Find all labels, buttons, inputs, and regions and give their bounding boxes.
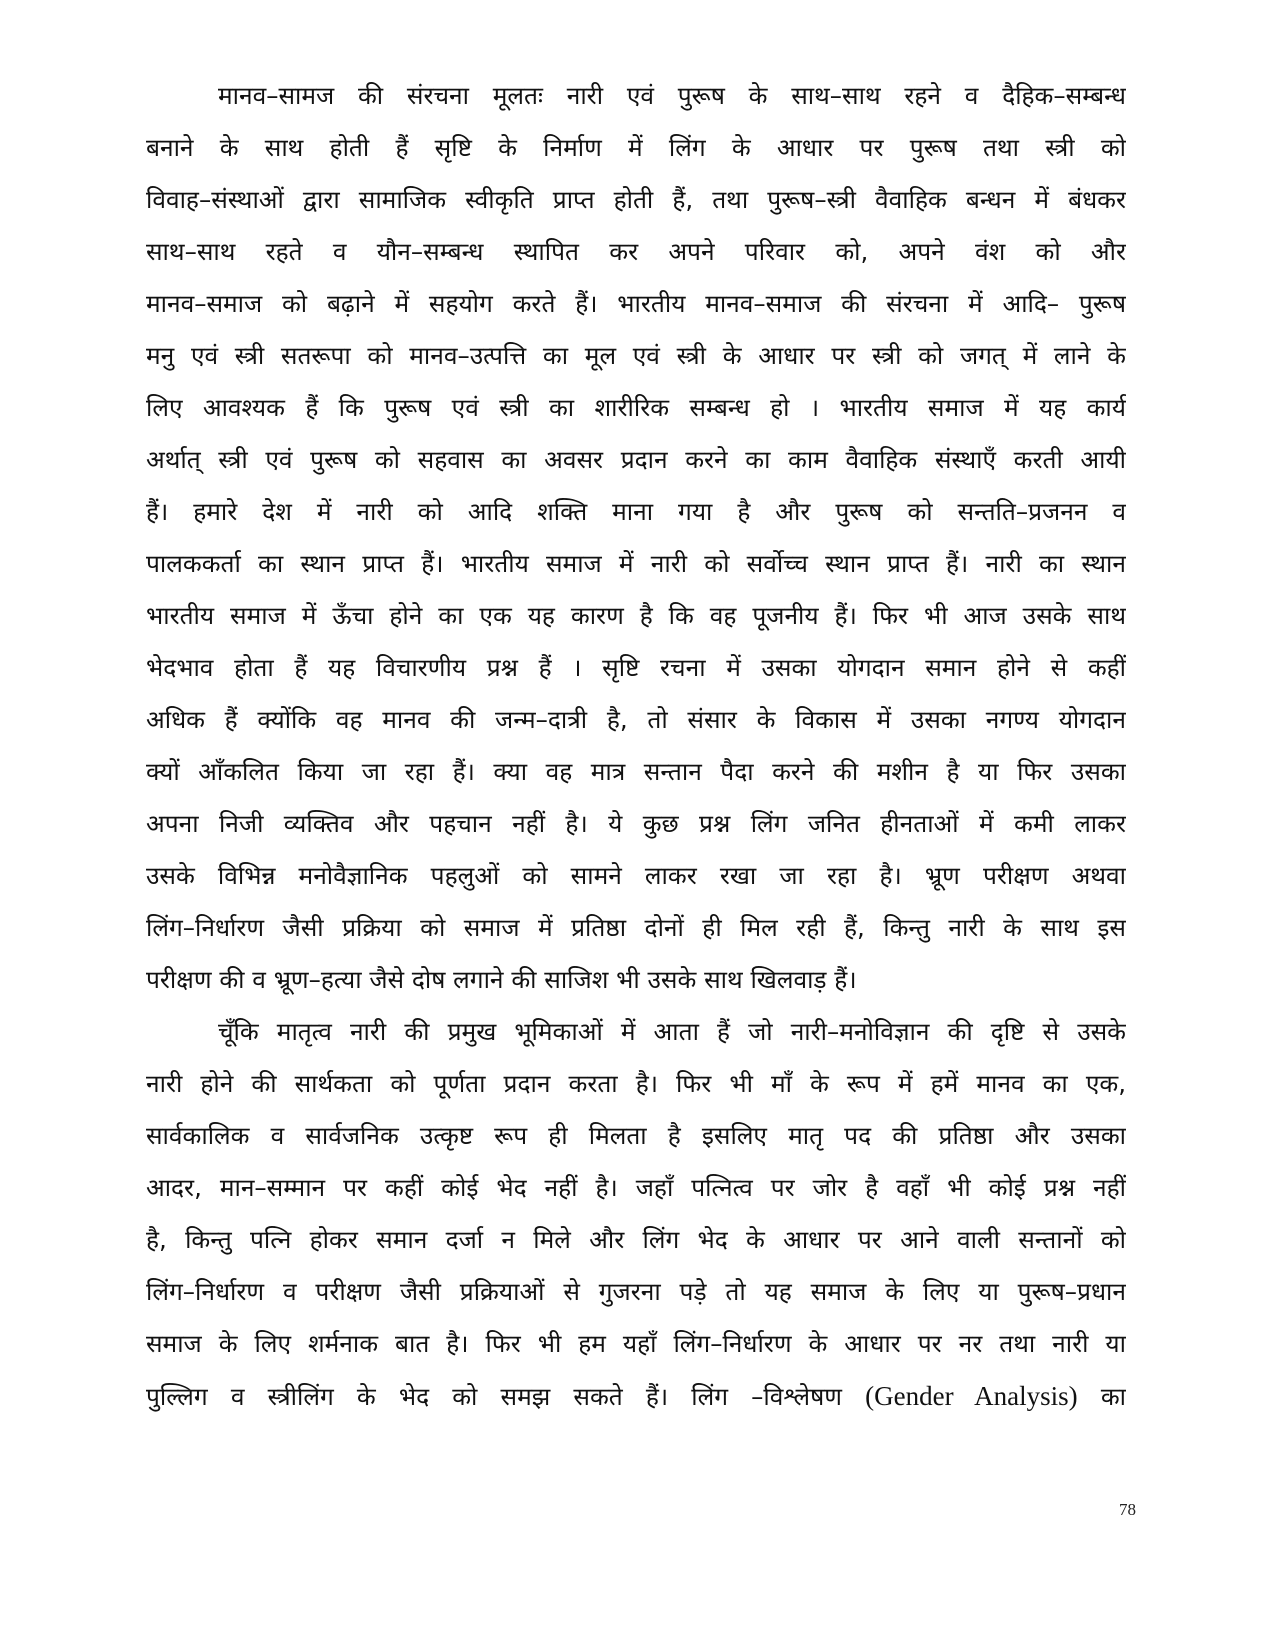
text-line: साथ–साथ रहते व यौन–सम्बन्ध स्थापित कर अपने परिवार को, अपने वंश को और [146, 237, 1126, 266]
text-line: लिंग–निर्धारण व परीक्षण जैसी प्रक्रियाओं से गुजरना पड़े तो यह समाज के लिए या पुरूष–प्रधान [146, 1277, 1126, 1306]
text-line: चूँकि मातृत्व नारी की प्रमुख भूमिकाओं में आता हैं जो नारी–मनोविज्ञान की दृष्टि से उसके [218, 1017, 1126, 1046]
text-segment: का [1100, 1382, 1126, 1411]
page-number: 78 [1119, 1500, 1136, 1519]
text-line: विवाह–संस्थाओं द्वारा सामाजिक स्वीकृति प्राप्त होती हैं, तथा पुरूष–स्त्री वैवाहिक बन्धन में बंधकर [146, 185, 1126, 214]
text-line: अर्थात् स्त्री एवं पुरूष को सहवास का अवसर प्रदान करने का काम वैवाहिक संस्थाएँ करती आयी [146, 445, 1126, 474]
text-segment: पुल्लिग व स्त्रीलिंग के भेद को समझ सकते हैं। लिंग –विश्लेषण [146, 1382, 842, 1411]
text-line: सार्वकालिक व सार्वजनिक उत्कृष्ट रूप ही मिलता है इसलिए मातृ पद की प्रतिष्ठा और उसका [146, 1121, 1126, 1150]
text-line: बनाने के साथ होती हैं सृष्टि के निर्माण में लिंग के आधार पर पुरूष तथा स्त्री को [146, 133, 1126, 162]
text-line-mixed [146, 1370, 1126, 1422]
text-line: मनु एवं स्त्री सतरूपा को मानव–उत्पत्ति का मूल एवं स्त्री के आधार पर स्त्री को जगत् में लाने के [146, 341, 1126, 370]
body-text [146, 70, 1126, 1422]
text-line: अधिक हैं क्योंकि वह मानव की जन्म–दात्री है, तो संसार के विकास में उसका नगण्य योगदान [146, 705, 1126, 734]
text-line: अपना निजी व्यक्तिव और पहचान नहीं है। ये कुछ प्रश्न लिंग जनित हीनताओं में कमी लाकर [146, 809, 1126, 838]
text-line: आदर, मान–सम्मान पर कहीं कोई भेद नहीं है। जहाँ पत्नित्व पर जोर है वहाँ भी कोई प्रश्न नहीं [146, 1173, 1126, 1202]
english-term: (Gender Analysis) [865, 1381, 1078, 1411]
text-line: क्यों आँकलित किया जा रहा हैं। क्या वह मात्र सन्तान पैदा करने की मशीन है या फिर उसका [146, 757, 1126, 786]
text-line: लिए आवश्यक हैं कि पुरूष एवं स्त्री का शारीरिक सम्बन्ध हो । भारतीय समाज में यह कार्य [146, 393, 1126, 422]
text-line: मानव–सामज की संरचना मूलतः नारी एवं पुरूष के साथ–साथ रहने व दैहिक–सम्बन्ध [218, 81, 1126, 110]
text-line: पालककर्ता का स्थान प्राप्त हैं। भारतीय समाज में नारी को सर्वोच्च स्थान प्राप्त हैं। नारी का स्थान [146, 549, 1126, 578]
text-line: उसके विभिन्न मनोवैज्ञानिक पहलुओं को सामने लाकर रखा जा रहा है। भ्रूण परीक्षण अथवा [146, 861, 1126, 890]
text-line: समाज के लिए शर्मनाक बात है। फिर भी हम यहाँ लिंग–निर्धारण के आधार पर नर तथा नारी या [146, 1329, 1126, 1358]
text-line: मानव–समाज को बढ़ाने में सहयोग करते हैं। भारतीय मानव–समाज की संरचना में आदि– पुरूष [146, 289, 1126, 318]
text-line: हैं। हमारे देश में नारी को आदि शक्ति माना गया है और पुरूष को सन्तति–प्रजनन व [146, 497, 1126, 526]
text-line: परीक्षण की व भ्रूण–हत्या जैसे दोष लगाने की साजिश भी उसके साथ खिलवाड़ हैं। [146, 965, 857, 994]
text-line: नारी होने की सार्थकता को पूर्णता प्रदान करता है। फिर भी माँ के रूप में हमें मानव का एक, [146, 1069, 1126, 1098]
text-line: है, किन्तु पत्नि होकर समान दर्जा न मिले और लिंग भेद के आधार पर आने वाली सन्तानों को [146, 1225, 1126, 1254]
text-line: लिंग–निर्धारण जैसी प्रक्रिया को समाज में प्रतिष्ठा दोनों ही मिल रही हैं, किन्तु नारी के साथ इस [146, 913, 1126, 942]
text-line: भेदभाव होता हैं यह विचारणीय प्रश्न हैं । सृष्टि रचना में उसका योगदान समान होने से कहीं [146, 653, 1126, 682]
text-line: भारतीय समाज में ऊँचा होने का एक यह कारण है कि वह पूजनीय हैं। फिर भी आज उसके साथ [146, 601, 1126, 630]
